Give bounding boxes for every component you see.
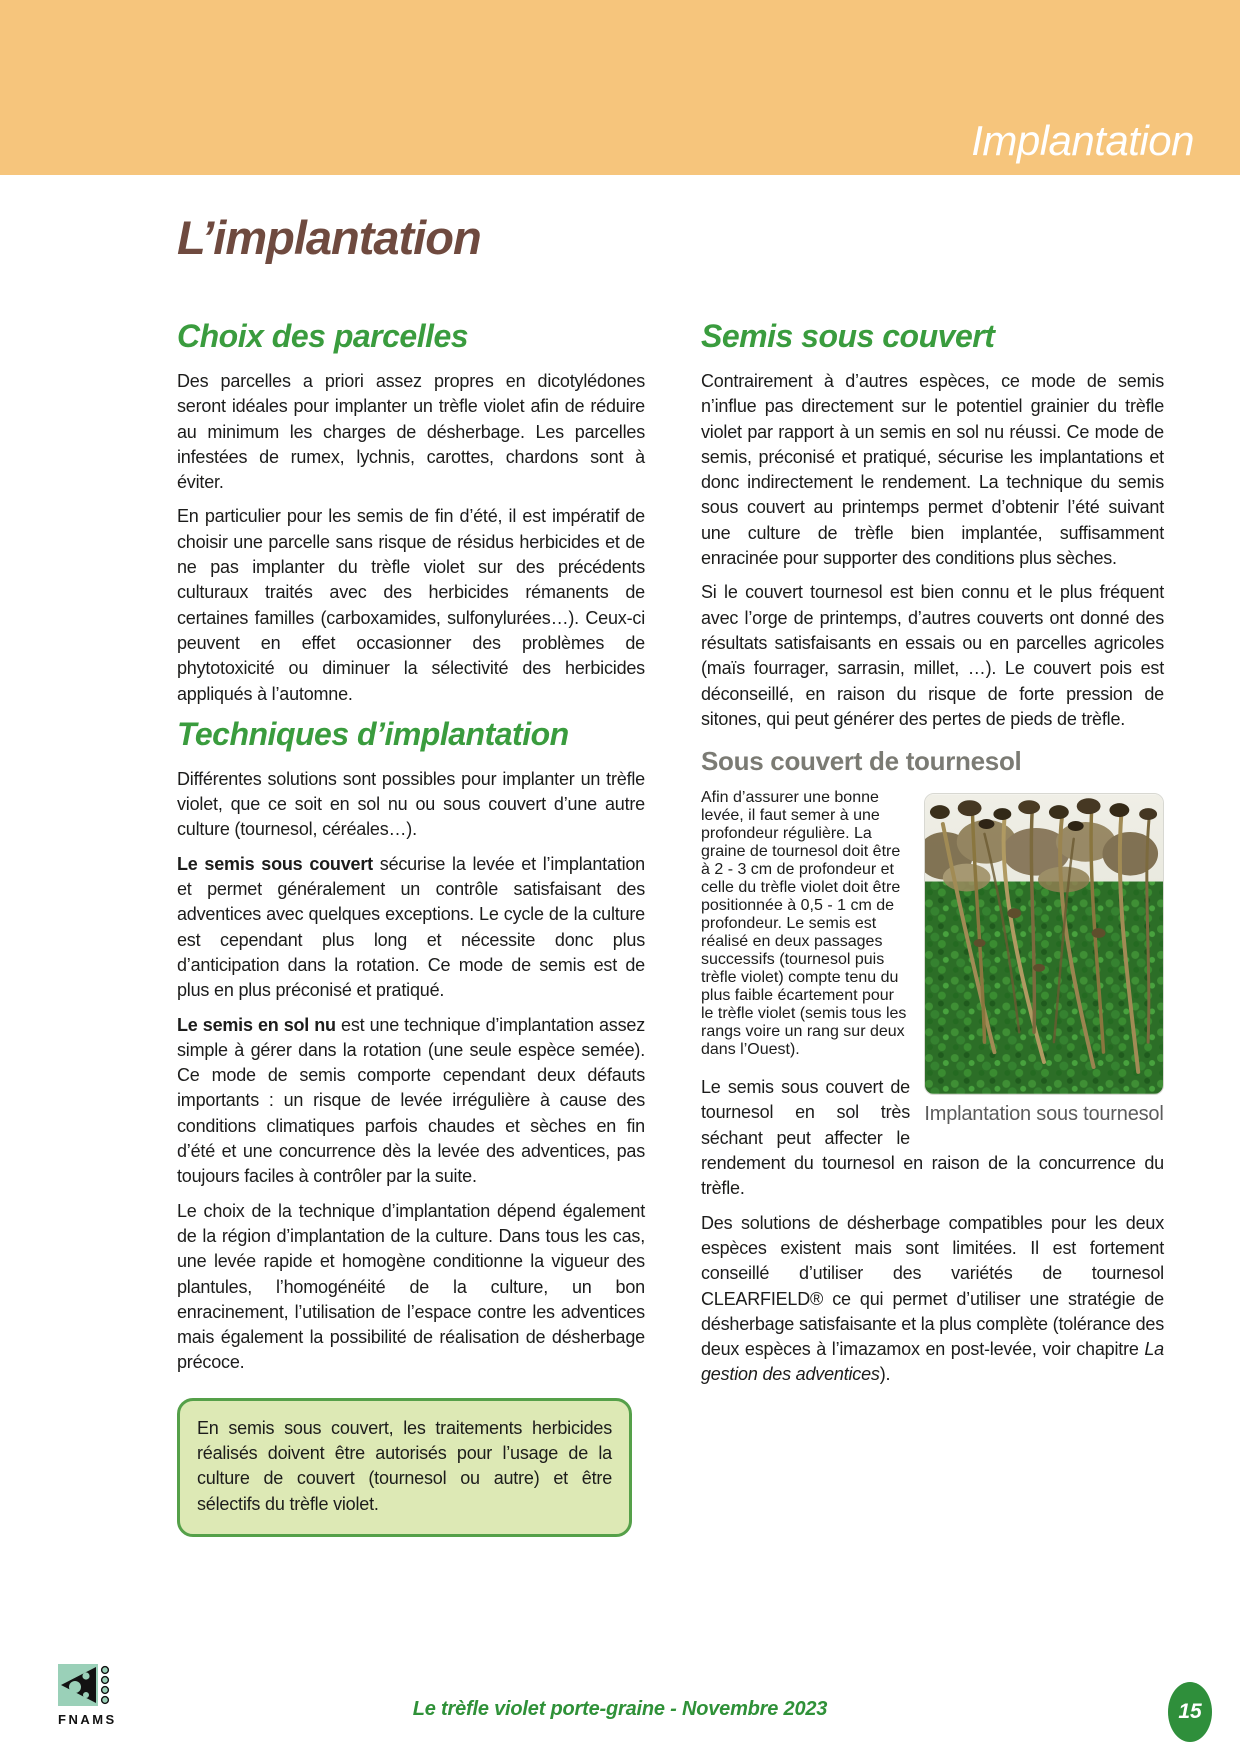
section-heading-choix-des-parcelles: Choix des parcelles [177,318,469,354]
paragraph: En particulier pour les semis de fin d’été, il est impératif de choisir une parcelle sans risque de résidus herbicides et de ne pas implanter du trèfle violet sur des précédents culturaux traités avec des herbicides rémanents de certaines familles (carboxamides, sulfonylurées…). Ceux-ci peuvent en effet occasionner des problèmes de phytotoxicité ou diminuer la sélectivité des herbicides appliqués à l’automne. [177,506,645,704]
sunflower-photo-illustration [925,794,1163,1094]
section-heading-techniques-implantation: Techniques d’implantation [177,715,569,752]
paragraph-text: Afin d’assurer une bonne levée, il faut semer à une profondeur régulière. La graine de tournesol doit être à 2 - 3 cm de profondeur et celle du trèfle violet doit être positionnée à 0,5 - 1 cm de profondeur. Le semis est réalisé en deux passages successifs (tournesol puis trèfle violet) compte tenu du plus faible écartement pour le trèfle violet (semis tous les rangs voire un rang sur deux dans l’Ouest). [701,789,907,1059]
section-heading-semis-sous-couvert: Semis sous couvert [701,318,995,354]
paragraph-text: ). [879,1364,891,1385]
bold-lead: Le semis sous couvert [177,853,373,874]
paragraph [701,1211,1164,1388]
callout-text: En semis sous couvert, les traitements herbicides réalisés doivent être autorisés pour l’usage de la culture de couvert (tournesol ou autre) et être sélectifs du trèfle violet. [197,1417,612,1514]
right-column [701,318,1164,1397]
paragraph: Contrairement à d’autres espèces, ce mode de semis n’influe pas directement sur le potentiel grainier du trèfle violet par rapport à un semis en sol nu réussi. Ce mode de semis, préconisé et pratiqué, sécurise les implantations et donc indirectement le rendement. La technique du semis sous couvert au printemps permet d’obtenir l’été suivant une culture de trèfle bien implantée, suffisamment enracinée pour supporter des conditions plus sèches. [701,371,1164,569]
paragraph: Différentes solutions sont possibles pour implanter un trèfle violet, que ce soit en sol nu ou sous couvert d’une autre culture (tournesol, céréales…). [177,768,645,840]
bold-lead: Le semis en sol nu [177,1014,336,1035]
header-band [0,0,1240,175]
paragraph: Le semis sous couvert de tournesol en sol très séchant peut affecter le rendement du tournesol en raison de la concurrence du trèfle. [701,1077,1164,1199]
photo-caption: Implantation sous tournesol [924,1103,1164,1126]
page-title: L’implantation [177,211,481,264]
book-title-reference: La gestion des adventices [701,1339,1164,1385]
paragraph-text: Des solutions de désherbage compatibles pour les deux espèces existent mais sont limitées. Il est fortement conseillé d’utiliser des variétés de tournesol CLEARFIELD® ce qui permet d’utiliser une stratégie de désherbage satisfaisante et la plus complète (tolérance des deux espèces à l’imazamox en post-levée, voir chapitre [701,1212,1164,1360]
left-column [177,318,645,1537]
paragraph-text: sécurise la levée et l’implantation et permet généralement un contrôle satisfaisant des adventices avec quelques exceptions. Le cycle de la culture est cependant plus long et nécessite donc plus d’anticipation dans la rotation. Ce mode de semis est de plus en plus préconisé et pratiqué. [177,853,645,1001]
paragraph-text: est une technique d’implantation assez simple à gérer dans la rotation (une seule espèce semée). Ce mode de semis comporte cependant deux défauts importants : un risque de levée irrégulière à cause des conditions climatiques parfois chaudes et sèches en fin d’été et une concurrence dès la levée des adventices, pas toujours faciles à contrôler par la suite. [177,1014,646,1187]
paragraph [177,1013,645,1190]
page-number-badge: 15 [1168,1682,1212,1742]
sunflower-clover-photo [924,793,1164,1095]
subsection-heading-sous-couvert-tournesol: Sous couvert de tournesol [701,746,1022,777]
fnams-logo-text: FNAMS [58,1712,117,1727]
paragraph: Le choix de la technique d’implantation dépend également de la région d’implantation de la culture. Dans tous les cas, une levée rapide et homogène conditionne la vigueur des plantules, l’homogénéité de la culture, un bon enracinement, l’utilisation de l’espace contre les adventices mais également la possibilité de réalisation de désherbage précoce. [177,1200,645,1373]
sunflower-photo-figure [924,793,1164,1126]
chapter-label: Implantation [971,117,1194,164]
paragraph [177,852,645,1004]
paragraph: Des parcelles a priori assez propres en dicotylédones seront idéales pour implanter un trèfle violet afin de réduire au minimum les charges de désherbage. Les parcelles infestées de rumex, lychnis, carottes, chardons sont à éviter. [177,371,645,493]
callout-box [177,1398,632,1537]
footer-credit: Le trèfle violet porte-graine - Novembre 2023 [412,1698,828,1720]
paragraph: Si le couvert tournesol est bien connu et le plus fréquent avec l’orge de printemps, d’autres couverts ont donné des résultats satisfaisants en essais ou en parcelles agricoles (maïs fourrager, sarrasin, millet, …). Le couvert pois est déconseillé, en raison du risque de forte pression de sitones, qui peut générer des pertes de pieds de trèfle. [701,582,1164,729]
